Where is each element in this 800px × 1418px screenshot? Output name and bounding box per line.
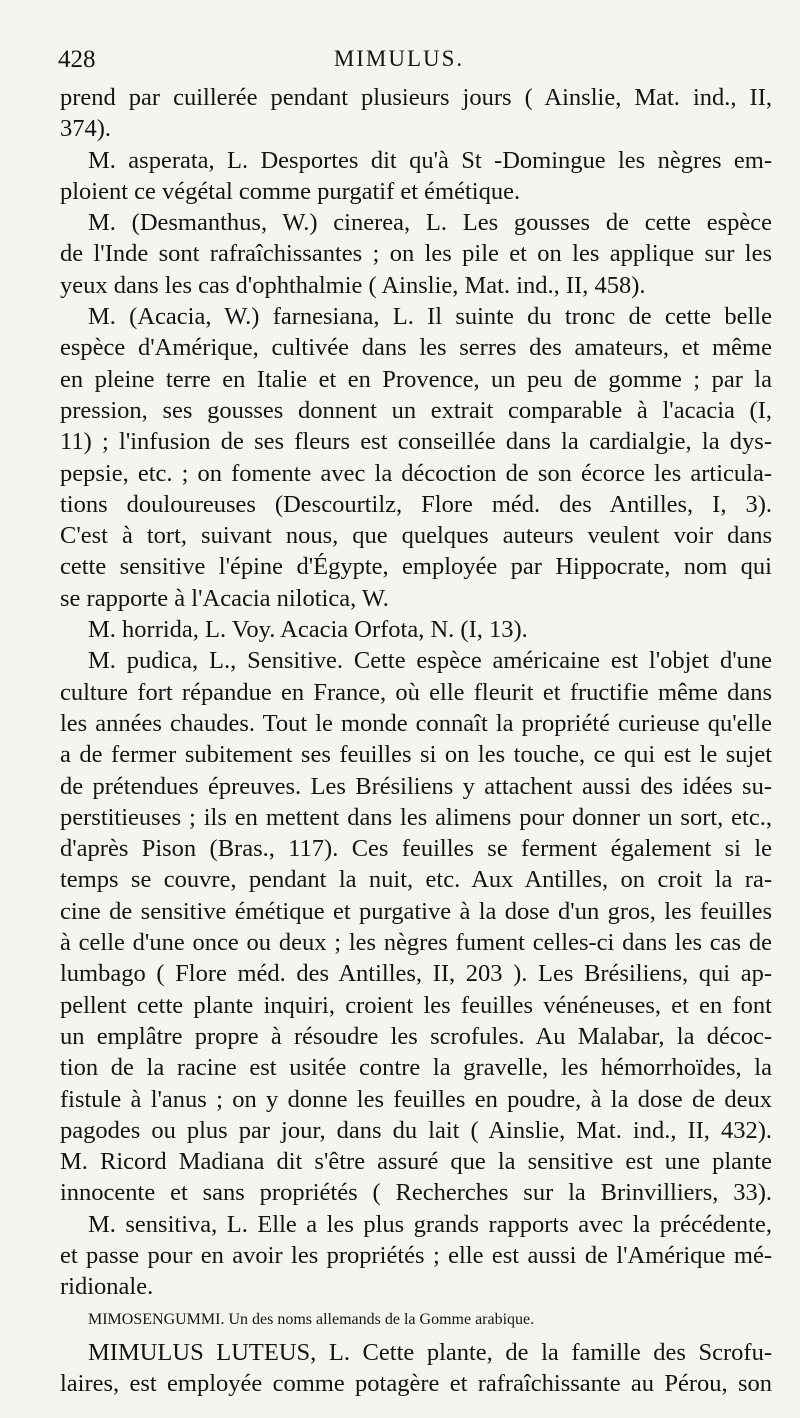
text-line: en pleine terre en Italie et en Provence, un peu de gomme ; par la [60,365,772,393]
text-line: fistule à l'anus ; on y donne les feuilles en poudre, à la dose de deux [60,1085,772,1113]
text-line: se rapporte à l'Acacia nilotica, W. [60,584,389,612]
text-line: pagodes ou plus par jour, dans du lait ( Ainslie, Mat. ind., II, 432). [60,1116,772,1144]
text-line: C'est à tort, suivant nous, que quelques auteurs veulent voir dans [60,522,772,550]
text-line: espèce d'Amérique, cultivée dans les serres des amateurs, et même [60,334,772,362]
text-line: culture fort répandue en France, où elle fleurit et fructifie même dans [60,678,772,706]
text-line: M. asperata, L. Desportes dit qu'à St -Domingue les nègres em- [88,146,772,174]
text-line: un emplâtre propre à résoudre les scrofules. Au Malabar, la décoc- [60,1022,772,1050]
text-line: M. Ricord Madiana dit s'être assuré que la sensitive est une plante [60,1148,772,1176]
text-line: prend par cuillerée pendant plusieurs jours ( Ainslie, Mat. ind., II, [60,84,772,111]
text-line: ridionale. [60,1273,154,1301]
text-line: à celle d'une once ou deux ; les nègres fument celles-ci dans les cas de [60,929,772,957]
page-number: 428 [58,46,96,73]
text-line: perstitieuses ; ils en mettent dans les alimens pour donner un sort, etc., [60,803,772,831]
text-line: de l'Inde sont rafraîchissantes ; on les pile et on les applique sur les [60,240,772,268]
text-line: et passe pour en avoir les propriétés ; elle est aussi de l'Amérique mé- [60,1241,772,1269]
text-line: M. horrida, L. Voy. Acacia Orfota, N. (I, 13). [88,616,528,644]
text-line: pellent cette plante inquiri, croient les feuilles vénéneuses, et en font [60,991,772,1019]
text-line: tion de la racine est usitée contre la gravelle, les hémorrhoïdes, la [60,1054,772,1082]
text-line: a de fermer subitement ses feuilles si on les touche, ce qui est le sujet [60,741,772,769]
running-title: MIMULUS. [333,46,465,71]
text-line: de prétendues épreuves. Les Brésiliens y attachent aussi des idées su- [60,772,772,800]
text-line: laires, est employée comme potagère et rafraîchissante au Pérou, son [60,1369,772,1397]
text-line: MIMULUS LUTEUS, L. Cette plante, de la famille des Scrofu- [88,1338,772,1366]
text-line: tions douloureuses (Descourtilz, Flore méd. des Antilles, I, 3). [60,490,772,518]
text-line: ploient ce végétal comme purgatif et émétique. [60,177,521,205]
text-line: MIMOSENGUMMI. Un des noms allemands de la Gomme arabique. [88,1310,535,1328]
text-line: pression, ses gousses donnent un extrait comparable à l'acacia (I, [60,396,772,424]
text-line: lumbago ( Flore méd. des Antilles, II, 203 ). Les Brésiliens, qui ap- [60,960,772,988]
text-line: yeux dans les cas d'ophthalmie ( Ainslie, Mat. ind., II, 458). [60,271,646,299]
page-header [58,46,740,82]
text-line: M. (Acacia, W.) farnesiana, L. Il suinte du tronc de cette belle [88,303,772,331]
text-line: M. sensitiva, L. Elle a les plus grands rapports avec la précédente, [88,1210,772,1238]
text-line: 374). [60,115,112,143]
body-text [60,82,772,1399]
text-line: d'après Pison (Bras., 117). Ces feuilles se ferment également si le [60,835,772,863]
text-line: cette sensitive l'épine d'Égypte, employée par Hippocrate, nom qui [60,553,772,581]
text-line: M. pudica, L., Sensitive. Cette espèce américaine est l'objet d'une [88,647,772,675]
text-line: innocente et sans propriétés ( Recherches sur la Brinvilliers, 33). [60,1179,772,1207]
text-line: 11) ; l'infusion de ses fleurs est conseillée dans la cardialgie, la dys- [60,428,772,456]
text-line: pepsie, etc. ; on fomente avec la décoction de son écorce les articula- [60,459,772,487]
text-line: les années chaudes. Tout le monde connaît la propriété curieuse qu'elle [60,709,772,737]
text-line: temps se couvre, pendant la nuit, etc. Aux Antilles, on croit la ra- [60,866,772,894]
text-line: cine de sensitive émétique et purgative à la dose d'un gros, les feuilles [60,897,772,925]
text-line: M. (Desmanthus, W.) cinerea, L. Les gousses de cette espèce [88,209,772,237]
